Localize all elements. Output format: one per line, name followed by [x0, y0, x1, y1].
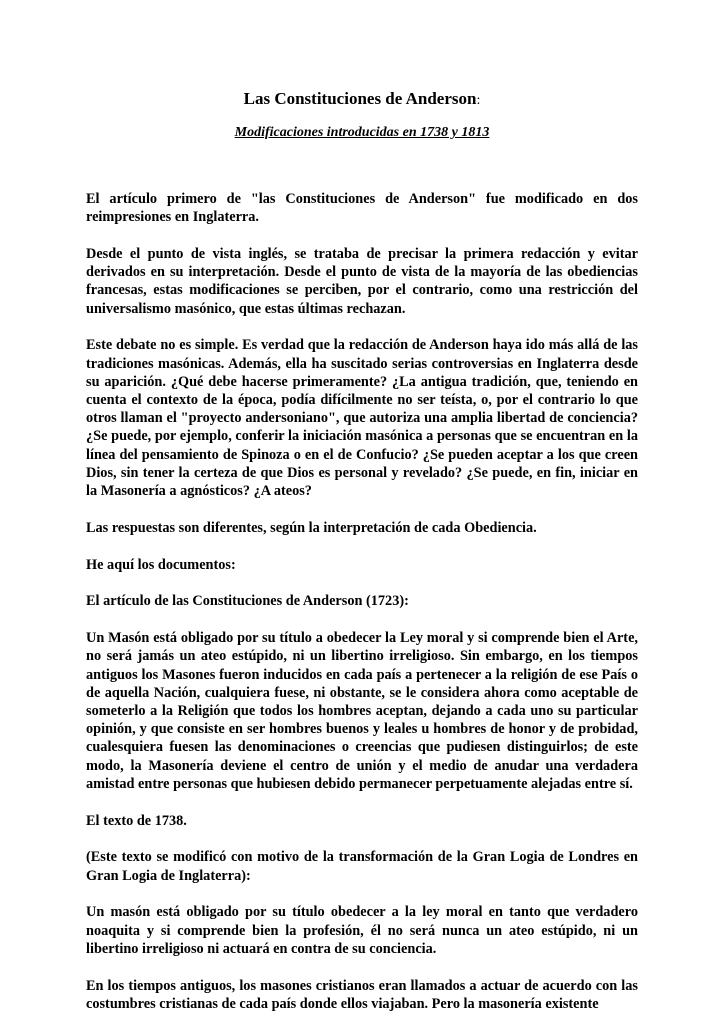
paragraph: Un Masón está obligado por su título a obedecer la Ley moral y si comprende bien el Arte, no será jamás un ateo estúpido, ni un libertino irreligioso. Sin embargo, en los tiempos antiguos los Masones fueron inducidos en cada país a pertenecer a la religión de ese País o de aquella Nación, cualquiera fuese, ni obstante, se le considera ahora como aceptable de someterlo a la Religión que todos los hombres aceptan, dejando a cada uno su particular opinión, y que consiste en ser hombres buenos y leales u hombres de honor y de probidad, cualesquiera fuesen las denominaciones o creencias que pudiesen distinguirlos; de este modo, la Masonería deviene el centro de unión y el medio de anudar una verdadera amistad entre personas que hubiesen debido permanecer perpetuamente alejadas entre sí. [86, 630, 638, 792]
document-title [0, 88, 724, 112]
paragraph: Este debate no es simple. Es verdad que la redacción de Anderson haya ido más allá de las tradiciones masónicas. Además, ella ha suscitado serias controversias en Inglaterra desde su aparición. ¿Qué debe hacerse primeramente? ¿La antigua tradición, que, teniendo en cuenta el contexto de la época, podía difícilmente no ser teísta, o, por el contrario lo que otros llaman el "proyecto andersoniano", que autoriza una amplia libertad de conciencia? ¿Se puede, por ejemplo, conferir la iniciación masónica a personas que se encuentran en la línea del pensamiento de Spinoza o en el de Confucio? ¿Se pueden aceptar a los que creen Dios, sin tener la certeza de que Dios es personal y revelado? ¿Se puede, en fin, iniciar en la Masonería a agnósticos? ¿A ateos? [86, 337, 638, 500]
paragraph: (Este texto se modificó con motivo de la transformación de la Gran Logia de Londres en Gran Logia de Inglaterra): [86, 849, 638, 884]
document-title-text: Las Constituciones de Anderson [243, 89, 477, 108]
paragraph: Un masón está obligado por su título obedecer a la ley moral en tanto que verdadero noaquita y si comprende bien la profesión, él no será nunca un ateo estúpido, ni un libertino irreligioso ni actuará en contra de su conciencia. [86, 904, 638, 957]
section-heading: El artículo de las Constituciones de Anderson (1723): [86, 593, 409, 610]
paragraph: Las respuestas son diferentes, según la interpretación de cada Obediencia. [86, 519, 537, 536]
paragraph: Desde el punto de vista inglés, se trataba de precisar la primera redacción y evitar derivados en su interpretación. Desde el punto de vista de la mayoría de las obediencias francesas, estas modificaciones se perciben, por el contrario, como una restricción del universalismo masónico, que estas últimas rechazan. [86, 246, 638, 317]
section-heading: El texto de 1738. [86, 812, 187, 829]
paragraph: El artículo primero de "las Constituciones de Anderson" fue modificado en dos reimpresiones en Inglaterra. [86, 191, 638, 226]
document-subtitle: Modificaciones introducidas en 1738 y 1813 [234, 125, 490, 140]
document-body [86, 190, 638, 1032]
document-title-suffix: : [476, 93, 481, 108]
paragraph: He aquí los documentos: [86, 556, 236, 573]
paragraph: En los tiempos antiguos, los masones cristianos eran llamados a actuar de acuerdo con las costumbres cristianas de cada país donde ellos viajaban. Pero la masonería existente [86, 977, 638, 1012]
